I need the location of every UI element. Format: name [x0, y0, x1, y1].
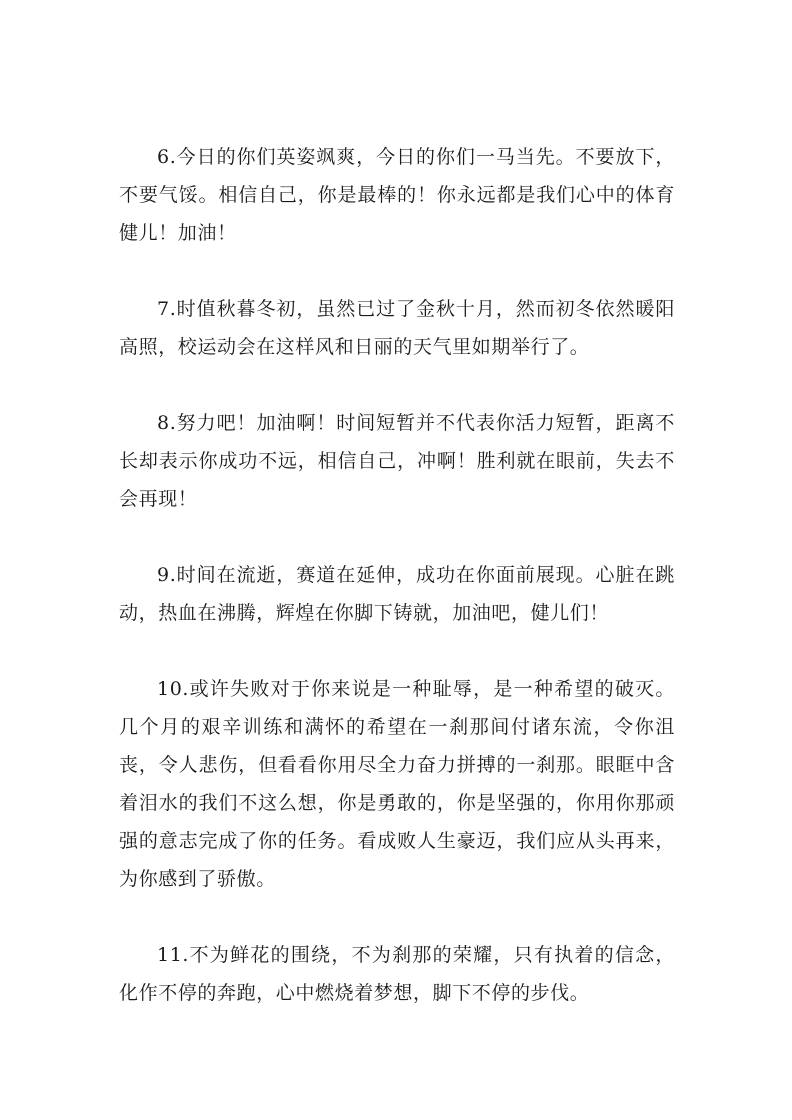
paragraph-7: 7.时值秋暮冬初，虽然已过了金秋十月，然而初冬依然暖阳高照，校运动会在这样风和日丽的天气里如期举行了。	[119, 298, 675, 358]
paragraph-10: 10.或许失败对于你来说是一种耻辱，是一种希望的破灭。几个月的艰辛训练和满怀的希望在一刹那间付诸东流，令你沮丧，令人悲伤，但看看你用尽全力奋力拼搏的一刹那。眼眶中含着泪水的我们不这么想，你是勇敢的，你是坚强的，你用你那顽强的意志完成了你的任务。看成败人生豪迈，我们应从头再来，为你感到了骄傲。	[119, 678, 675, 890]
paragraph-9: 9.时间在流逝，赛道在延伸，成功在你面前展现。心脏在跳动，热血在沸腾，辉煌在你脚下铸就，加油吧，健儿们！	[119, 564, 675, 624]
document-body	[119, 138, 675, 1012]
paragraph-11: 11.不为鲜花的围绕，不为刹那的荣耀，只有执着的信念，化作不停的奔跑，心中燃烧着梦想，脚下不停的步伐。	[119, 944, 675, 1004]
paragraph-8: 8.努力吧！加油啊！时间短暂并不代表你活力短暂，距离不长却表示你成功不远，相信自己，冲啊！胜利就在眼前，失去不会再现！	[119, 412, 675, 510]
paragraph-6: 6.今日的你们英姿飒爽，今日的你们一马当先。不要放下，不要气馁。相信自己，你是最棒的！你永远都是我们心中的体育健儿！加油！	[119, 146, 675, 244]
